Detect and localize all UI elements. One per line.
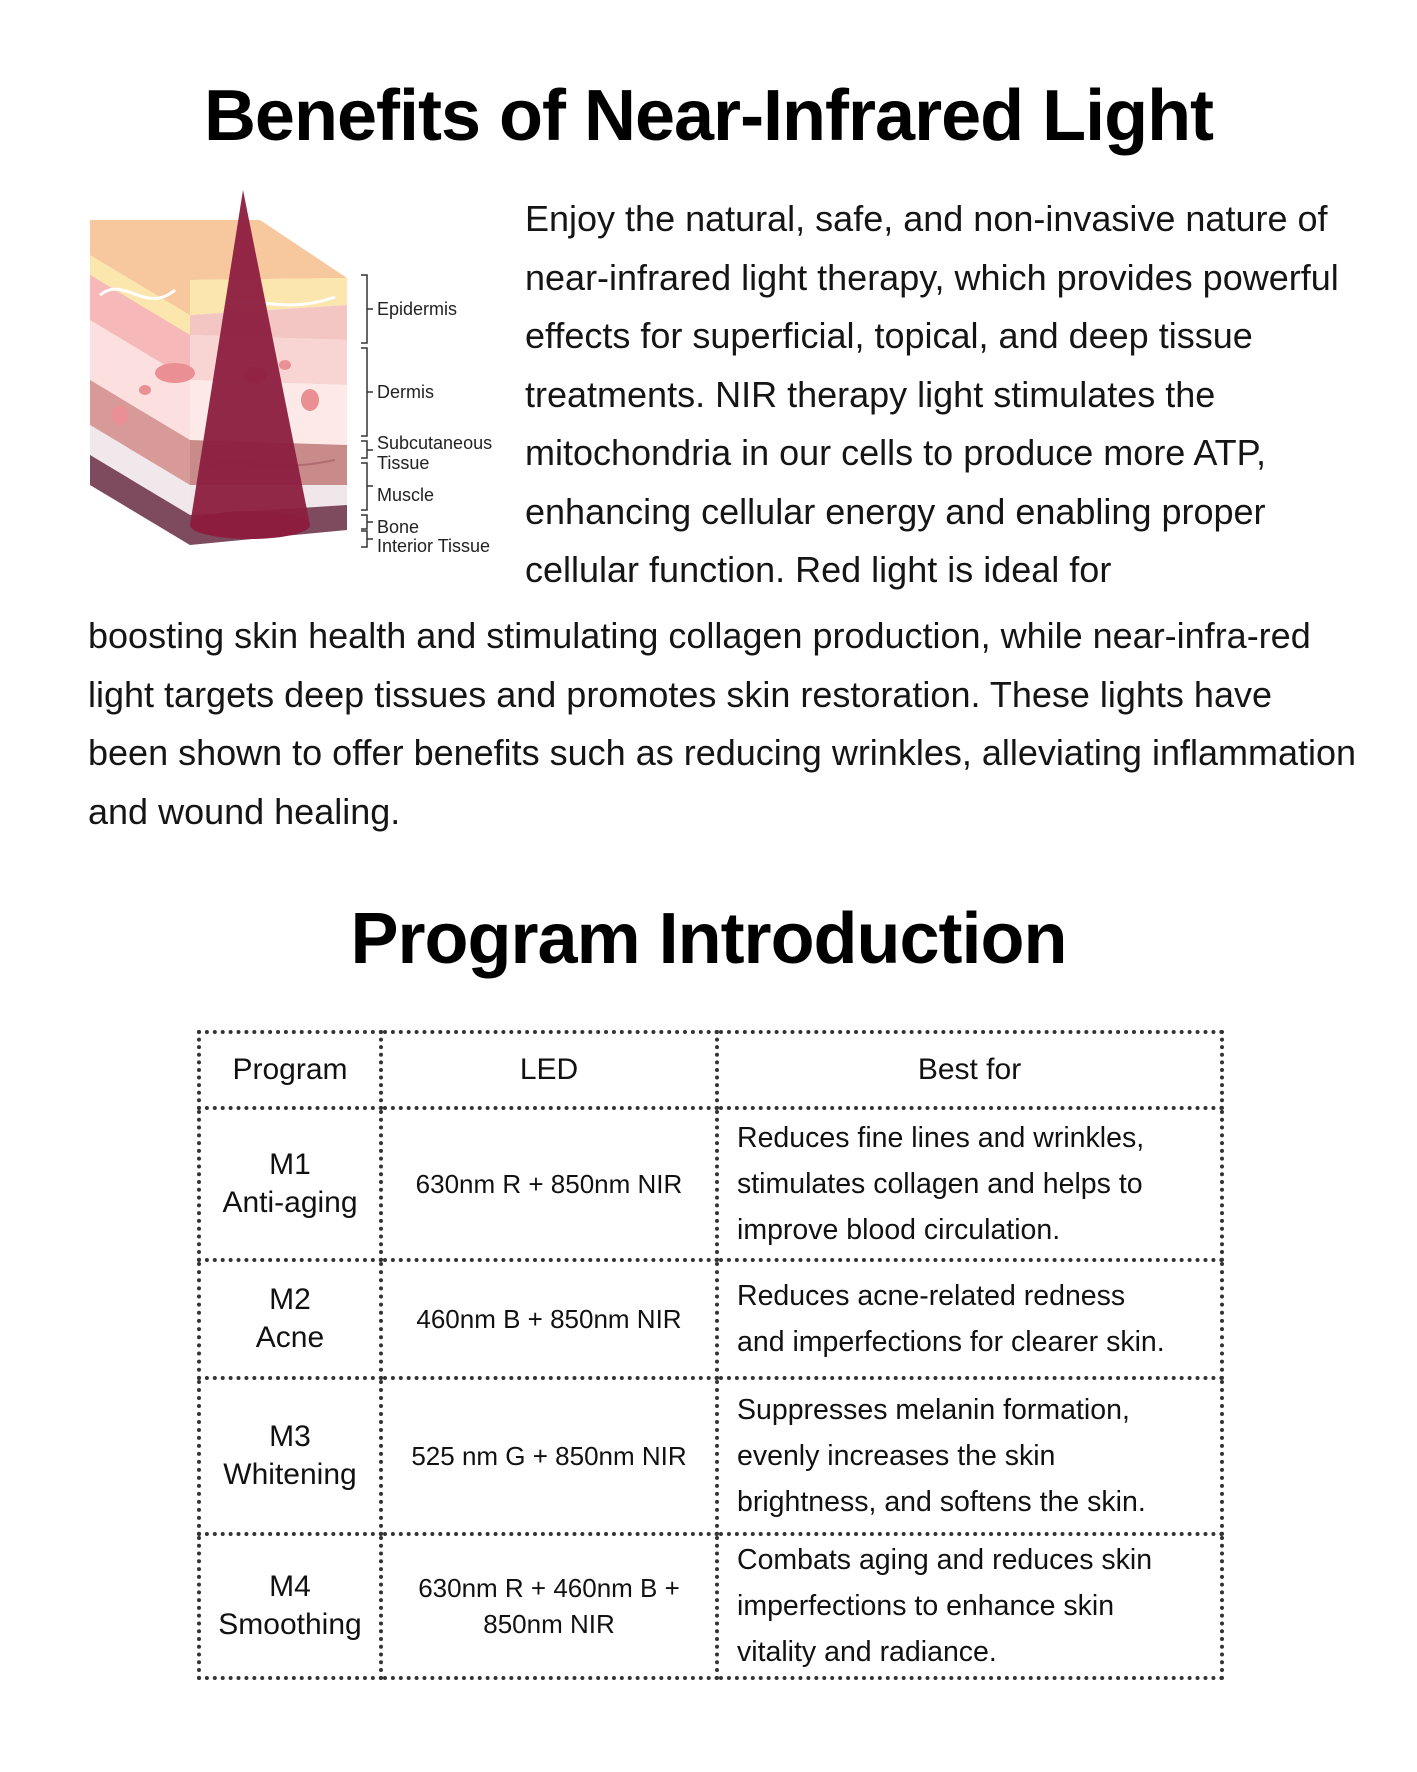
led-cell <box>381 1108 717 1260</box>
program-code: M3 <box>269 1420 311 1454</box>
program-name: Smoothing <box>218 1607 362 1641</box>
label-muscle: Muscle <box>377 485 435 505</box>
program-name: Acne <box>255 1321 325 1355</box>
program-code: M1 <box>269 1148 311 1182</box>
table-row <box>199 1108 1222 1260</box>
table-row <box>199 1534 1222 1678</box>
best-for-cell <box>717 1260 1222 1378</box>
best-for-cell <box>717 1378 1222 1533</box>
header-led: LED <box>381 1032 717 1108</box>
label-epidermis: Epidermis <box>377 299 458 319</box>
program-table <box>197 1030 1224 1680</box>
benefits-title: Benefits of Near-Infrared Light <box>203 76 1214 156</box>
best-for-line: evenly increases the skin <box>737 1440 1056 1473</box>
best-for-line: improve blood circulation. <box>737 1214 1061 1247</box>
label-subcutaneous: Subcutaneous <box>377 433 493 453</box>
program-cell <box>199 1378 381 1533</box>
best-for-line: Reduces fine lines and wrinkles, <box>737 1122 1145 1155</box>
label-tissue: Tissue <box>377 453 430 473</box>
led-cell <box>381 1260 717 1378</box>
program-table-container <box>197 1030 1220 1680</box>
best-for-line: Reduces acne-related redness <box>737 1280 1126 1313</box>
label-bone: Bone <box>377 517 420 537</box>
benefits-paragraph-1: Enjoy the natural, safe, and non-invasive nature of near-infrared light therapy, which provides powerful effects for superficial, topical, and deep tissue treatments. NIR therapy light stimulates the mitochondria in our cells to produce more ATP, enhancing cellular energy and enabling proper cellular function. Red light is ideal for <box>525 198 1339 590</box>
header-best-for: Best for <box>717 1032 1222 1108</box>
program-cell <box>199 1260 381 1378</box>
table-header-row <box>199 1032 1222 1108</box>
best-for-line: imperfections to enhance skin <box>737 1589 1115 1622</box>
table-row <box>199 1260 1222 1378</box>
led-line: 850nm NIR <box>483 1608 615 1639</box>
best-for-cell <box>717 1534 1222 1678</box>
led-cell <box>381 1534 717 1678</box>
best-for-line: stimulates collagen and helps to <box>737 1168 1143 1201</box>
best-for-line: and imperfections for clearer skin. <box>737 1326 1165 1359</box>
skin-layers-diagram <box>85 185 525 575</box>
program-table-body <box>199 1108 1222 1678</box>
led-line: 630nm R + 460nm B + <box>418 1572 680 1603</box>
best-for-line: brightness, and softens the skin. <box>737 1486 1146 1519</box>
led-line: 460nm B + 850nm NIR <box>416 1304 682 1335</box>
program-code: M4 <box>269 1569 311 1603</box>
label-interior-tissue: Interior Tissue <box>377 536 491 556</box>
led-cell <box>381 1378 717 1533</box>
best-for-line: vitality and radiance. <box>737 1635 997 1668</box>
program-code: M2 <box>269 1283 311 1317</box>
best-for-cell <box>717 1108 1222 1260</box>
header-program: Program <box>199 1032 381 1108</box>
program-cell <box>199 1108 381 1260</box>
best-for-line: Suppresses melanin formation, <box>737 1394 1130 1427</box>
led-line: 525 nm G + 850nm NIR <box>411 1441 687 1472</box>
program-cell <box>199 1534 381 1678</box>
best-for-line: Combats aging and reduces skin <box>737 1543 1153 1576</box>
led-line: 630nm R + 850nm NIR <box>415 1169 683 1200</box>
table-row <box>199 1378 1222 1533</box>
program-title: Program Introduction <box>350 899 1067 979</box>
label-dermis: Dermis <box>377 382 434 402</box>
program-name: Whitening <box>223 1458 357 1492</box>
benefits-paragraph-2: boosting skin health and stimulating collagen production, while near-infra-red light targets deep tissues and promotes skin restoration. These lights have been shown to offer benefits such as reducing wrinkles, alleviating inflammation and wound healing. <box>88 615 1357 832</box>
program-name: Anti-aging <box>222 1186 358 1220</box>
layer-brackets <box>361 275 373 547</box>
